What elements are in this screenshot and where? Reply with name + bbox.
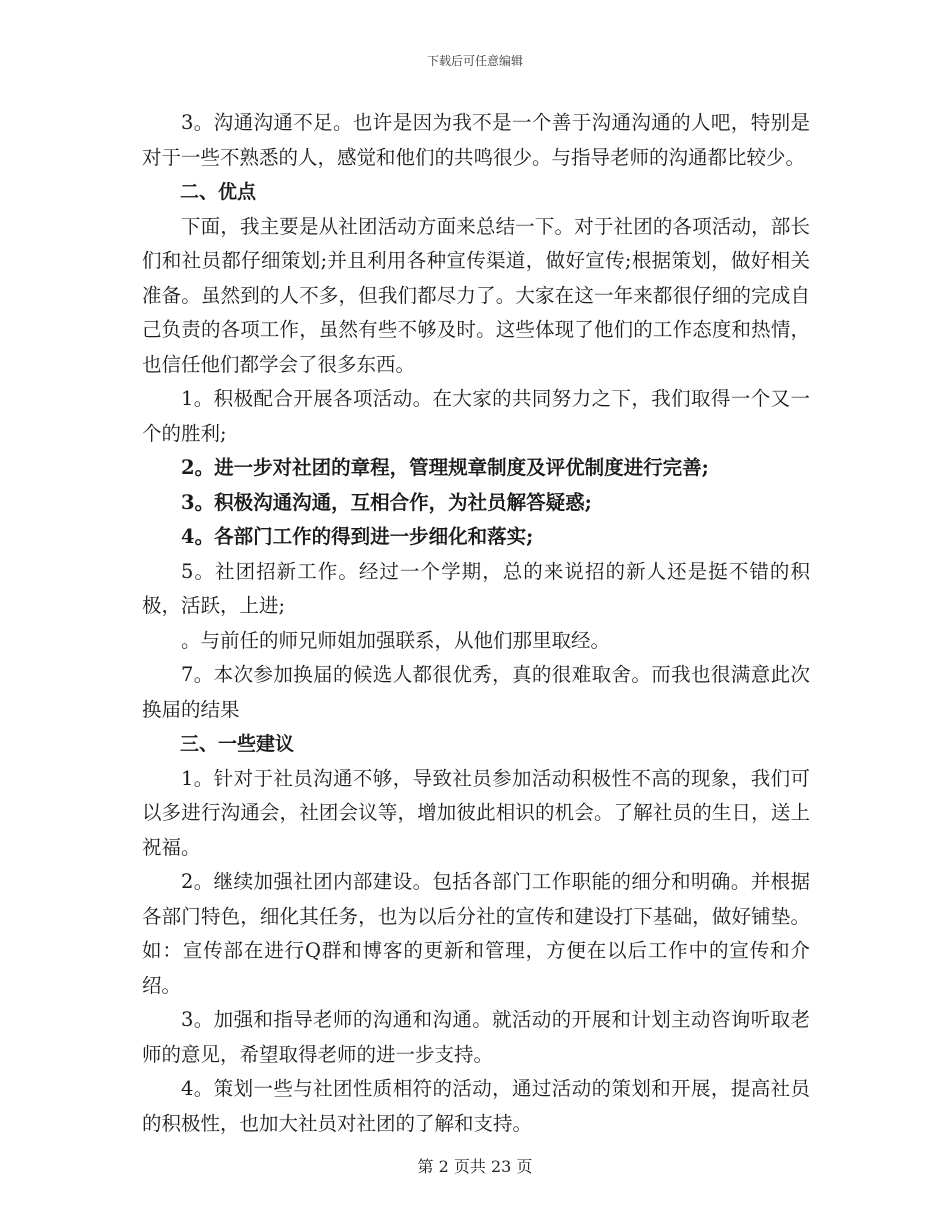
paragraph-weakness-3: 3。沟通沟通不足。也许是因为我不是一个善于沟通沟通的人吧，特别是对于一些不熟悉的人，感觉和他们的共鸣很少。与指导老师的沟通都比较少。	[142, 111, 810, 169]
paragraph-strength-4: 4。各部门工作的得到进一步细化和落实;	[181, 525, 534, 548]
paragraph-suggestion-4: 4。策划一些与社团性质相符的活动，通过活动的策划和开展，提高社员的积极性，也加大社员对社团的了解和支持。	[142, 1077, 810, 1135]
paragraph-strength-2: 2。进一步对社团的章程，管理规章制度及评优制度进行完善;	[181, 456, 709, 479]
paragraph-suggestion-1: 1。针对于社员沟通不够，导致社员参加活动积极性不高的现象，我们可以多进行沟通会，社团会议等，增加彼此相识的机会。了解社员的生日，送上祝福。	[142, 766, 810, 859]
paragraph-strength-1: 1。积极配合开展各项活动。在大家的共同努力之下，我们取得一个又一个的胜利;	[142, 387, 810, 445]
page-header: 下载后可任意编辑	[426, 54, 523, 68]
document-body	[142, 106, 810, 1141]
paragraph-suggestion-2: 2。继续加强社团内部建设。包括各部门工作职能的细分和明确。并根据各部门特色，细化其任务，也为以后分社的宣传和建设打下基础，做好铺垫。如：宣传部在进行Q群和博客的更新和管理，方便在以后工作中的宣传和介绍。	[142, 870, 810, 997]
section-heading-suggestions: 三、一些建议	[180, 733, 295, 755]
paragraph-strengths-intro: 下面，我主要是从社团活动方面来总结一下。对于社团的各项活动，部长们和社员都仔细策划;并且利用各种宣传渠道，做好宣传;根据策划，做好相关准备。虽然到的人不多，但我们都尽力了。大家在这一年来都很仔细的完成自己负责的各项工作，虽然有些不够及时。这些体现了他们的工作态度和热情，也信任他们都学会了很多东西。	[142, 214, 810, 376]
paragraph-strength-7: 7。本次参加换届的候选人都很优秀，真的很难取舍。而我也很满意此次换届的结果	[142, 663, 810, 721]
section-heading-strengths: 二、优点	[180, 181, 257, 203]
paragraph-strength-5: 5。社团招新工作。经过一个学期，总的来说招的新人还是挺不错的积极，活跃，上进;	[142, 559, 810, 617]
paragraph-strength-6: 。与前任的师兄师姐加强联系，从他们那里取经。	[181, 628, 611, 652]
page-footer: 第 2 页共 23 页	[417, 1157, 533, 1176]
paragraph-suggestion-3: 3。加强和指导老师的沟通和沟通。就活动的开展和计划主动咨询听取老师的意见，希望取得老师的进一步支持。	[142, 1008, 810, 1066]
paragraph-strength-3: 3。积极沟通沟通，互相合作，为社员解答疑惑;	[181, 490, 592, 514]
